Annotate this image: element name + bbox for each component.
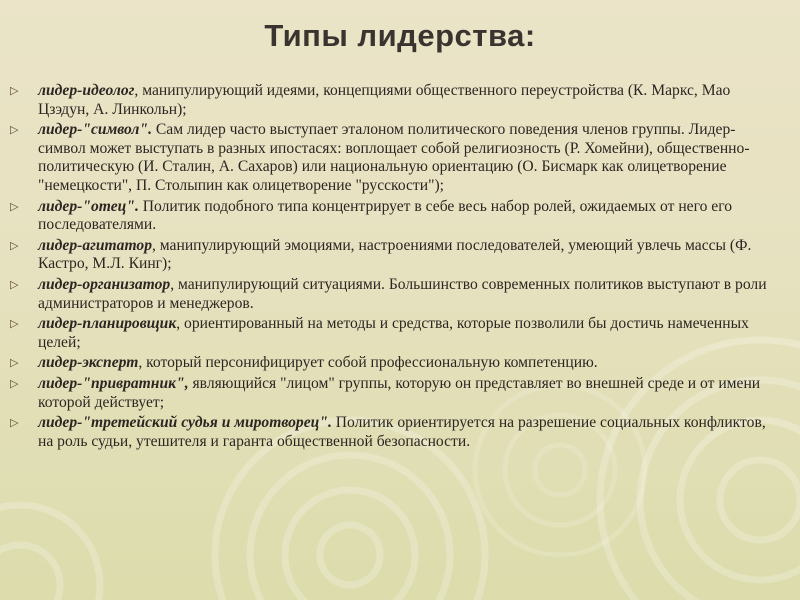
- item-text: , манипулирующий эмоциями, настроениями последователей, умеющий увлечь массы (Ф. Кастро, М.Л. Кинг);: [38, 236, 752, 273]
- item-text: , манипулирующий ситуациями. Большинство современных политиков выступают в роли администраторов и менеджеров.: [38, 275, 767, 312]
- item-text: Сам лидер часто выступает эталоном политического поведения членов группы. Лидер-символ может выступать в разных ипостасях: воплощает собой религиозность (Р. Хомейни), общественно-политическую (И. Сталин, А. Сахаров) или национальную ориентацию (О. Бисмарк как олицетворение "немецкости", П. Столыпин как олицетворение "русскости");: [38, 121, 750, 194]
- arrow-bullet-icon: ▷: [10, 277, 19, 291]
- item-term: лидер-"третейский судья и миротворец".: [38, 414, 332, 432]
- item-text: , который персонифицирует собой профессиональную компетенцию.: [138, 354, 598, 372]
- item-term: лидер-агитатор: [38, 236, 152, 254]
- list-item: [10, 198, 780, 235]
- item-text: являющийся "лицом" группы, которую он представляет во внешней среде и от имени которой действует;: [38, 374, 761, 411]
- list-item: [10, 121, 780, 195]
- arrow-bullet-icon: ▷: [10, 317, 19, 331]
- arrow-bullet-icon: ▷: [10, 356, 19, 370]
- list-item: [10, 276, 780, 313]
- item-term: лидер-"привратник",: [38, 374, 189, 392]
- list-item: [10, 414, 780, 451]
- item-text: Политик ориентируется на разрешение социальных конфликтов, на роль судьи, утешителя и гаранта общественной безопасности.: [38, 414, 766, 450]
- arrow-bullet-icon: ▷: [10, 416, 19, 430]
- list-item: [10, 315, 780, 352]
- item-term: лидер-эксперт: [38, 354, 139, 372]
- list-item: [10, 375, 780, 412]
- arrow-bullet-icon: ▷: [10, 84, 19, 97]
- item-text: , ориентированный на методы и средства, которые позволили бы достичь намеченных целей;: [38, 315, 749, 351]
- item-term: лидер-организатор: [38, 275, 171, 293]
- arrow-bullet-icon: ▷: [10, 123, 19, 137]
- arrow-bullet-icon: ▷: [10, 199, 19, 213]
- list-item: [10, 237, 780, 274]
- item-text: Политик подобного типа концентрирует в себе весь набор ролей, ожидаемых от него его последователями.: [38, 197, 733, 234]
- list-item: [10, 354, 780, 373]
- arrow-bullet-icon: ▷: [10, 238, 19, 252]
- item-term: лидер-"отец".: [38, 197, 139, 215]
- slide-title: Типы лидерства:: [264, 18, 536, 53]
- item-term: лидер-"символ".: [38, 121, 152, 139]
- leadership-types-list: [10, 82, 780, 453]
- item-text: , манипулирующий идеями, концепциями общественного переустройства (К. Маркс, Мао Цзэдун, А. Линкольн);: [38, 82, 731, 118]
- arrow-bullet-icon: ▷: [10, 376, 19, 390]
- list-item: [10, 82, 780, 119]
- item-term: лидер-идеолог: [38, 82, 135, 99]
- item-term: лидер-планировщик: [38, 315, 177, 333]
